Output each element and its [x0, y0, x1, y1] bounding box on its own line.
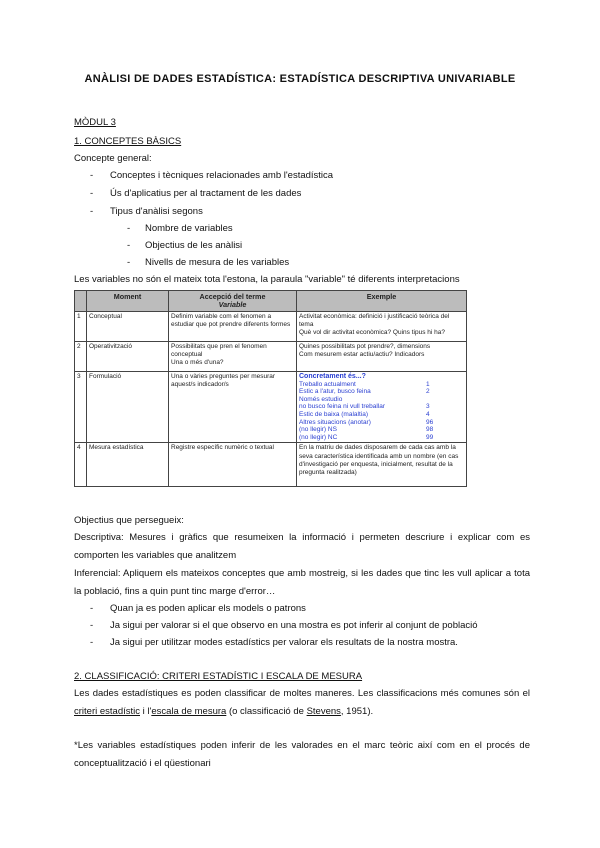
answer-option: (no llegir) NS 98	[299, 426, 434, 434]
bullet-item: - Conceptes i tècniques relacionades amb l'estadística	[90, 170, 334, 181]
descriptive-paragraph: Descriptiva: Mesures i gràfics que resumeixen la informació i permeten descriure i explicar com es comporten les variables que analitzem	[74, 532, 530, 561]
row-accepcio: Possibilitats que pren el fenomen conceptual Una o més d'una?	[169, 342, 297, 372]
row-accepcio: Una o vàries preguntes per mesurar aquest/s indicador/s	[169, 372, 297, 443]
row-number: 4	[75, 443, 87, 487]
criteri-estadistic-link[interactable]: criteri estadístic	[74, 706, 140, 717]
bullet-item: - Quan ja es poden aplicar els models o patrons	[90, 603, 306, 614]
row-accepcio: Definim variable com el fenomen a estudiar que pot prendre diferents formes	[169, 312, 297, 342]
answer-option: (no llegir) NC 99	[299, 433, 434, 441]
general-concept-label: Concepte general:	[74, 153, 152, 164]
bullet-item: - Ja sigui per valorar si el que observo en una mostra es pot inferir al conjunt de població	[90, 620, 478, 631]
header-exemple: Exemple	[297, 291, 467, 312]
answer-option: Estic a l'atur, busco feina 2	[299, 388, 430, 396]
row-exemple	[297, 372, 467, 443]
stevens-link[interactable]: Stevens	[306, 706, 341, 717]
answer-option: Treballo actualment 1	[299, 380, 430, 388]
table-header-row	[75, 291, 467, 312]
row-number: 2	[75, 342, 87, 372]
header-num	[75, 291, 87, 312]
row-accepcio: Registre específic numèric o textual	[169, 443, 297, 487]
row-moment: Conceptual	[87, 312, 169, 342]
classification-paragraph: Les dades estadístiques es poden classificar de moltes maneres. Les classificacions més comunes són el criteri estadístic i l'escala de mesura (o classificació de Stevens, 1951).	[74, 688, 530, 717]
row-moment: Formulació	[87, 372, 169, 443]
sub-bullet-item: - Nombre de variables	[127, 223, 233, 234]
answer-option: Només estudio	[299, 395, 343, 403]
section-1-heading: 1. CONCEPTES BÀSICS	[74, 136, 182, 147]
escala-de-mesura-link[interactable]: escala de mesura	[151, 706, 227, 717]
header-accepcio: Accepció del terme Variable	[169, 291, 297, 312]
row-exemple: Activitat econòmica: definició i justificació teòrica del tema Què vol dir activitat econòmica? Quins tipus hi ha?	[297, 312, 467, 342]
variables-sentence: Les variables no són el mateix tota l'estona, la paraula "variable" té diferents interpretacions	[74, 274, 460, 285]
row-moment: Operativització	[87, 342, 169, 372]
inferential-paragraph: Inferencial: Apliquem els mateixos conceptes que amb mostreig, si les dades que tinc les vull aplicar a tota la població, fins a quin punt tinc marge d'error…	[74, 568, 530, 597]
sub-bullet-item: - Objectius de les anàlisi	[127, 240, 243, 251]
answer-option: Altres situacions (anotar) 96	[299, 418, 434, 426]
answer-option: no busco feina ni vull treballar 3	[299, 403, 430, 411]
table-row	[75, 342, 467, 372]
variables-table	[74, 290, 467, 487]
note-paragraph: *Les variables estadístiques poden inferir de les valorades en el marc teòric així com en el procés de conceptualització i el qüestionari	[74, 740, 530, 769]
row-moment: Mesura estadística	[87, 443, 169, 487]
row-number: 1	[75, 312, 87, 342]
row-exemple: Quines possibilitats pot prendre?, dimensions Com mesurem estar actiu/actiu? Indicadors	[297, 342, 467, 372]
table-row	[75, 372, 467, 443]
document-title: ANÀLISI DE DADES ESTADÍSTICA: ESTADÍSTICA DESCRIPTIVA UNIVARIABLE	[84, 73, 516, 85]
sub-bullet-item: - Nivells de mesura de les variables	[127, 257, 290, 268]
bullet-item: - Tipus d'anàlisi segons	[90, 206, 203, 217]
table-row	[75, 312, 467, 342]
row-number: 3	[75, 372, 87, 443]
bullet-item: - Ja sigui per utilitzar modes estadístics per valorar els resultats de la nostra mostra.	[90, 637, 458, 648]
row-exemple: En la matriu de dades disposarem de cada cas amb la seva característica identificada amb un nombre (en cas d'investigació per enquesta, inicialment, resultat de la pregunta realitzada)	[297, 443, 467, 487]
example-question: Concretament és...?	[299, 373, 366, 380]
answer-option: Estic de baixa (malaltia) 4	[299, 410, 430, 418]
bullet-item: - Ús d'aplicatius per al tractament de les dades	[90, 188, 302, 199]
module-label: MÒDUL 3	[74, 117, 116, 128]
table-row	[75, 443, 467, 487]
header-moment: Moment	[87, 291, 169, 312]
objectives-label: Objectius que persegueix:	[74, 515, 184, 526]
section-2-heading: 2. CLASSIFICACIÓ: CRITERI ESTADÍSTIC I ESCALA DE MESURA	[74, 671, 363, 682]
